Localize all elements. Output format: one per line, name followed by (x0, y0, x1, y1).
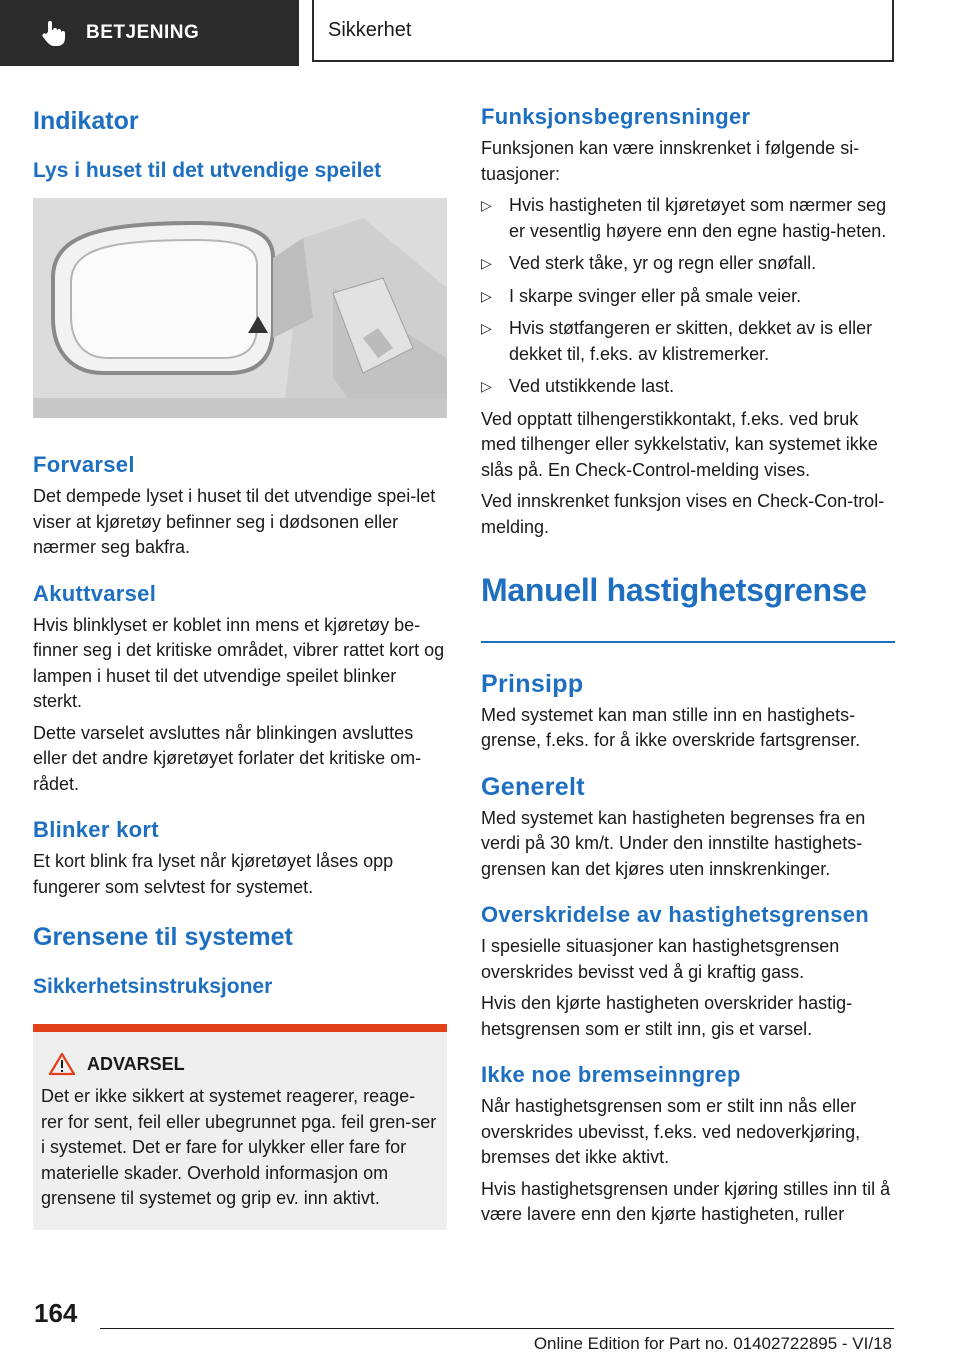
text-funksjon: Funksjonen kan være innskrenket i følgende si-tuasjoner: (481, 138, 860, 184)
list-item: ▷ Hvis hastigheten til kjøretøyet som nærmer seg er vesentlig høyere enn den egne hastig-heten. (481, 195, 887, 241)
warning-icon (49, 1052, 75, 1076)
section-title: BETJENING (86, 22, 200, 43)
heading-grensene: Grensene til systemet (33, 923, 293, 951)
bullet-triangle-icon: ▷ (481, 287, 492, 304)
list-item: ▷ Ved utstikkende last. (481, 374, 895, 400)
text-prinsipp: Med systemet kan man stille inn en hastighets-grense, f.eks. for å ikke overskride fartsgrenser. (481, 704, 861, 751)
heading-lys: Lys i huset til det utvendige speilet (33, 159, 382, 182)
text-akutt-2: Dette varselet avsluttes når blinkingen avsluttes eller det andre kjøretøyet forlater det kritiske om-rådet. (33, 722, 422, 794)
chapter-tab (312, 0, 894, 62)
warning-header (49, 1052, 437, 1076)
heading-forvarsel: Forvarsel (33, 452, 135, 477)
text-akutt-1: Hvis blinklyset er koblet inn mens et kjøretøy be-finner seg i det kritiske området, vibrer rattet kort og lampen i huset til det utvendige speilet blinker sterkt. (33, 614, 445, 711)
warning-text: Det er ikke sikkert at systemet reagerer, reage-rer for sent, feil eller ubegrunnet pga. feil gren-ser i systemet. Det er fare for ulykker eller fare for materielle skader. Overhold informasjon om grensene til systemet og grip ev. inn aktivt. (41, 1086, 437, 1208)
text-over-1: I spesielle situasjoner kan hastighetsgrensen overskrides bevisst ved å gi kraftig gass. (481, 936, 840, 982)
heading-generelt: Generelt (481, 772, 585, 801)
text-ikke-1: Når hastighetsgrensen som er stilt inn nås eller overskrides ubevisst, f.eks. ved nedoverkjøring, bremses det ikke aktivt. (481, 1096, 861, 1168)
right-column (481, 98, 895, 1228)
mirror-illustration (33, 198, 447, 418)
text-over-2: Hvis den kjørte hastigheten overskrider hastig-hetsgrensen som er stilt inn, gis et varsel. (481, 993, 853, 1039)
bullet-triangle-icon: ▷ (481, 378, 492, 394)
hand-pointer-icon (40, 19, 68, 47)
left-column (33, 98, 447, 1230)
text-ikke-2: Hvis hastighetsgrensen under kjøring stilles inn til å være lavere enn den kjørte hastigheten, ruller (481, 1178, 891, 1225)
page-number: 164 (34, 1298, 78, 1328)
bullet-triangle-icon: ▷ (481, 320, 492, 336)
limitation-list (481, 193, 895, 400)
heading-blinker: Blinker kort (33, 817, 159, 842)
text-tilhenger: Ved opptatt tilhengerstikkontakt, f.eks. ved bruk med tilhenger eller sykkelstativ, kan systemet ikke slås på. En Check-Control-melding vises. (481, 408, 878, 480)
heading-overskridelse: Overskridelse av hastighetsgrensen (481, 902, 870, 928)
heading-rule (481, 641, 895, 643)
text-blinker: Et kort blink fra lyset når kjøretøyet låses opp fungerer som selvtest for systemet. (33, 851, 394, 897)
footer-rule (100, 1328, 894, 1329)
heading-manuell: Manuell hastighetsgrense (481, 572, 867, 608)
heading-prinsipp: Prinsipp (481, 669, 584, 698)
warning-title: ADVARSEL (87, 1053, 185, 1074)
list-item: ▷ I skarpe svinger eller på smale veier. (481, 284, 895, 310)
edition-note: Online Edition for Part no. 01402722895 - VI/18 (533, 1334, 892, 1353)
heading-akuttvarsel: Akuttvarsel (33, 580, 157, 606)
heading-ikke: Ikke noe bremseinngrep (481, 1062, 741, 1088)
chapter-title: Sikkerhet (328, 18, 412, 41)
list-item: ▷ Ved sterk tåke, yr og regn eller snøfall. (481, 251, 895, 277)
text-generelt: Med systemet kan hastigheten begrenses fra en verdi på 30 km/t. Under den innstilte hastighets-grensen kan det kjøres uten innskrenkinger. (481, 807, 866, 879)
section-tab (0, 0, 299, 66)
warning-box (33, 1024, 447, 1230)
text-forvarsel: Det dempede lyset i huset til det utvendige spei-let viser at kjøretøy befinner seg i dødsonen eller nærmer seg bakfra. (33, 486, 436, 557)
list-item: ▷ Hvis støtfangeren er skitten, dekket av is eller dekket til, f.eks. av klistremerker. (481, 318, 873, 364)
heading-sikkerhet: Sikkerhetsinstruksjoner (33, 975, 273, 998)
heading-funksjon: Funksjonsbegrensninger (481, 104, 751, 129)
bullet-triangle-icon: ▷ (481, 255, 492, 271)
text-innskrenket: Ved innskrenket funksjon vises en Check-Con-trol-melding. (481, 491, 885, 537)
heading-indikator: Indikator (33, 107, 139, 135)
bullet-triangle-icon: ▷ (481, 197, 492, 213)
